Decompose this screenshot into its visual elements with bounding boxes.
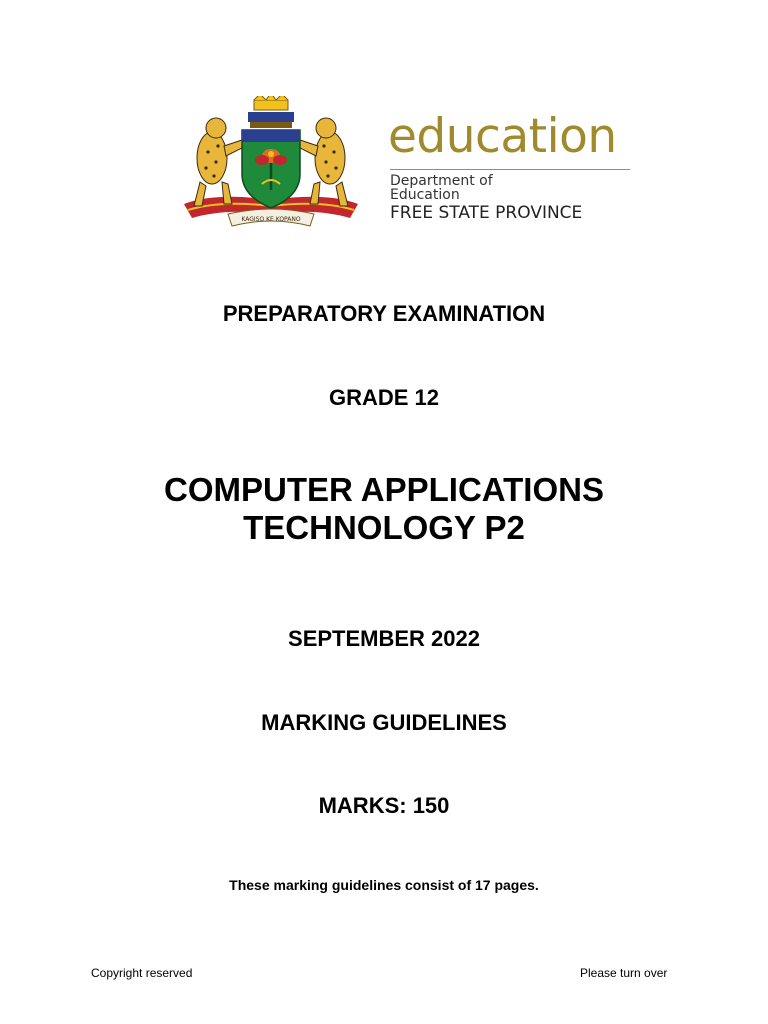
subject-title-line-1: COMPUTER APPLICATIONS bbox=[163, 471, 604, 508]
department-name-line-2: Education bbox=[390, 187, 460, 203]
brand-wordmark: education bbox=[388, 109, 617, 164]
page-count-note: These marking guidelines consist of 17 pages. bbox=[229, 877, 539, 893]
exam-date-heading: SEPTEMBER 2022 bbox=[288, 626, 480, 651]
footer-turn-over: Please turn over bbox=[580, 966, 668, 980]
grade-heading: GRADE 12 bbox=[328, 385, 440, 410]
total-marks-heading: MARKS: 150 bbox=[318, 793, 450, 818]
department-province: FREE STATE PROVINCE bbox=[390, 203, 583, 223]
crest-motto: KAGISO KE KOPANO bbox=[241, 216, 301, 223]
document-kind-heading: MARKING GUIDELINES bbox=[261, 710, 507, 735]
subject-title-line-2: TECHNOLOGY P2 bbox=[243, 509, 525, 546]
exam-type-heading: PREPARATORY EXAMINATION bbox=[222, 301, 546, 326]
brand-divider bbox=[390, 169, 630, 170]
coat-of-arms-logo bbox=[176, 96, 366, 236]
department-name-line-1: Department of bbox=[390, 173, 493, 189]
footer-copyright: Copyright reserved bbox=[91, 966, 193, 980]
